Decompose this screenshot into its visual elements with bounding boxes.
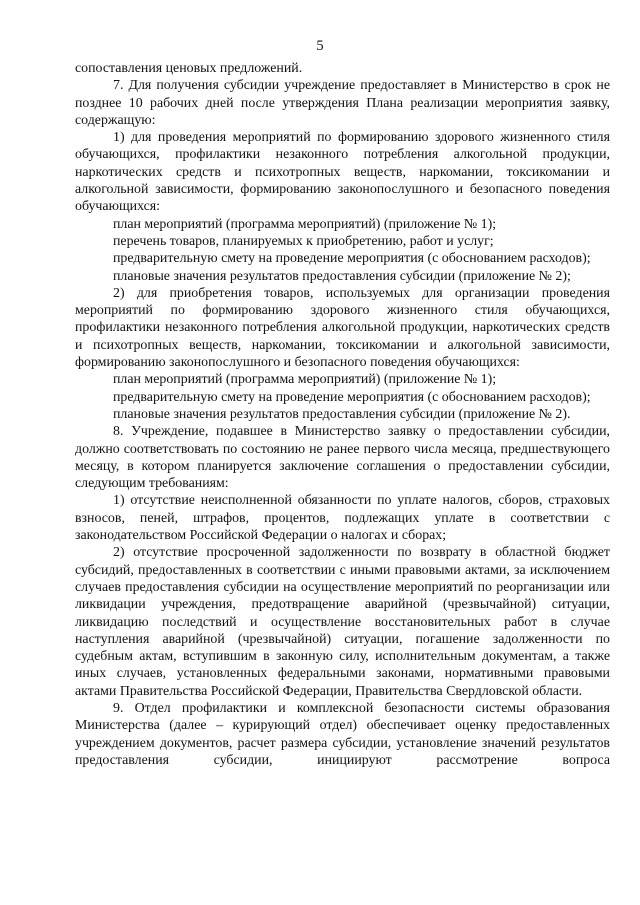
paragraph: 2) для приобретения товаров, используемых для организации проведения мероприятий по формированию здорового жизненного стиля обучающихся, профилактики незаконного потребления алкогольной продукции, наркотических средств и психотропных веществ, наркомании, токсикомании и алкогольной зависимости, формированию законопослушного и безопасного поведения обучающихся:	[75, 285, 610, 371]
paragraph: 1) отсутствие неисполненной обязанности по уплате налогов, сборов, страховых взносов, пеней, штрафов, процентов, подлежащих уплате в соответствии с законодательством Российской Федерации о налогах и сборах;	[75, 493, 610, 544]
page-number: 5	[316, 38, 324, 54]
paragraph: плановые значения результатов предоставления субсидии (приложение № 2);	[113, 268, 571, 284]
paragraph: 2) отсутствие просроченной задолженности по возврату в областной бюджет субсидий, предоставленных в соответствии с иными правовыми актами, за исключением случаев предоставления субсидии на осуществление мероприятий по реорганизации или ликвидации учреждения, предотвращение аварийной (чрезвычайной) ситуации, ликвидацию последствий и осуществление восстановительных работ в случае наступления аварийной (чрезвычайной) ситуации, погашение задолженности по судебным актам, вступившим в законную силу, исполнительным документам, а также иных случаев, установленных федеральными законами, нормативными правовыми актами Правительства Российской Федерации, Правительства Свердловской области.	[75, 545, 610, 699]
document-body	[75, 60, 610, 769]
paragraph: плановые значения результатов предоставления субсидии (приложение № 2).	[113, 406, 571, 422]
paragraph: план мероприятий (программа мероприятий) (приложение № 1);	[113, 216, 497, 232]
paragraph: предварительную смету на проведение мероприятия (с обоснованием расходов);	[113, 389, 591, 405]
paragraph: предварительную смету на проведение мероприятия (с обоснованием расходов);	[113, 251, 591, 267]
paragraph: сопоставления ценовых предложений.	[75, 61, 303, 76]
paragraph: 8. Учреждение, подавшее в Министерство заявку о предоставлении субсидии, должно соответствовать по состоянию не ранее первого числа месяца, предшествующего месяцу, в котором планируется заключение соглашения о предоставлении субсидии, следующим требованиям:	[75, 424, 610, 492]
paragraph: 7. Для получения субсидии учреждение предоставляет в Министерство в срок не позднее 10 рабочих дней после утверждения Плана реализации мероприятия заявку, содержащую:	[75, 78, 610, 128]
paragraph: план мероприятий (программа мероприятий) (приложение № 1);	[113, 372, 497, 388]
paragraph: 9. Отдел профилактики и комплексной безопасности системы образования Министерства (далее – курирующий отдел) обеспечивает оценку предоставленных учреждением документов, расчет размера субсидии, установление значений результатов предоставления субсидии, инициируют рассмотрение вопроса	[75, 700, 610, 768]
paragraph: перечень товаров, планируемых к приобретению, работ и услуг;	[113, 233, 494, 249]
paragraph: 1) для проведения мероприятий по формированию здорового жизненного стиля обучающихся, профилактики незаконного потребления алкогольной продукции, наркотических средств и психотропных веществ, наркомании, токсикомании и алкогольной зависимости, формированию законопослушного и безопасного поведения обучающихся:	[75, 130, 610, 215]
